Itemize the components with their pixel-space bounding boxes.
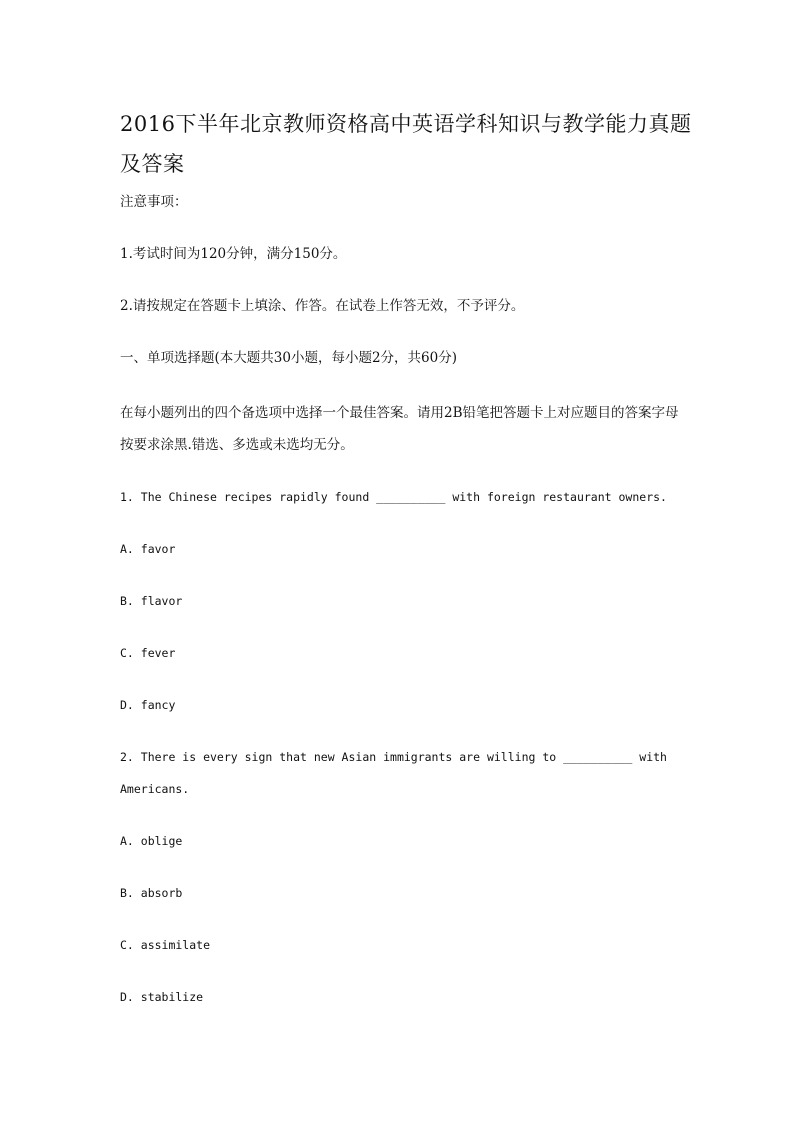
question-1-option-d: D. fancy [120, 698, 176, 712]
section-heading: 一、单项选择题(本大题共30小题，每小题2分，共60分) [120, 350, 457, 366]
question-2-option-b: B. absorb [120, 886, 183, 900]
document-title: 2016下半年北京教师资格高中英语学科知识与教学能力真题及答案 [120, 112, 692, 176]
notice-item-2: 2.请按规定在答题卡上填涂、作答。在试卷上作答无效，不予评分。 [120, 298, 525, 314]
question-2-stem: 2. There is every sign that new Asian immigrants are willing to __________ with Americans. [120, 750, 674, 796]
question-2-option-d: D. stabilize [120, 990, 204, 1004]
question-1-option-c: C. fever [120, 646, 176, 660]
question-2-option-a: A. oblige [120, 834, 183, 848]
notice-item-1: 1.考试时间为120分钟，满分150分。 [120, 246, 347, 262]
question-1-stem: 1. The Chinese recipes rapidly found __________ with foreign restaurant owners. [120, 490, 667, 504]
question-1-option-b: B. flavor [120, 594, 183, 608]
question-1-option-a: A. favor [120, 542, 176, 556]
section-instruction: 在每小题列出的四个备选项中选择一个最佳答案。请用2B铅笔把答题卡上对应题目的答案字母按要求涂黑.错选、多选或未选均无分。 [120, 405, 679, 453]
notice-heading: 注意事项： [120, 194, 188, 210]
question-2-option-c: C. assimilate [120, 938, 211, 952]
